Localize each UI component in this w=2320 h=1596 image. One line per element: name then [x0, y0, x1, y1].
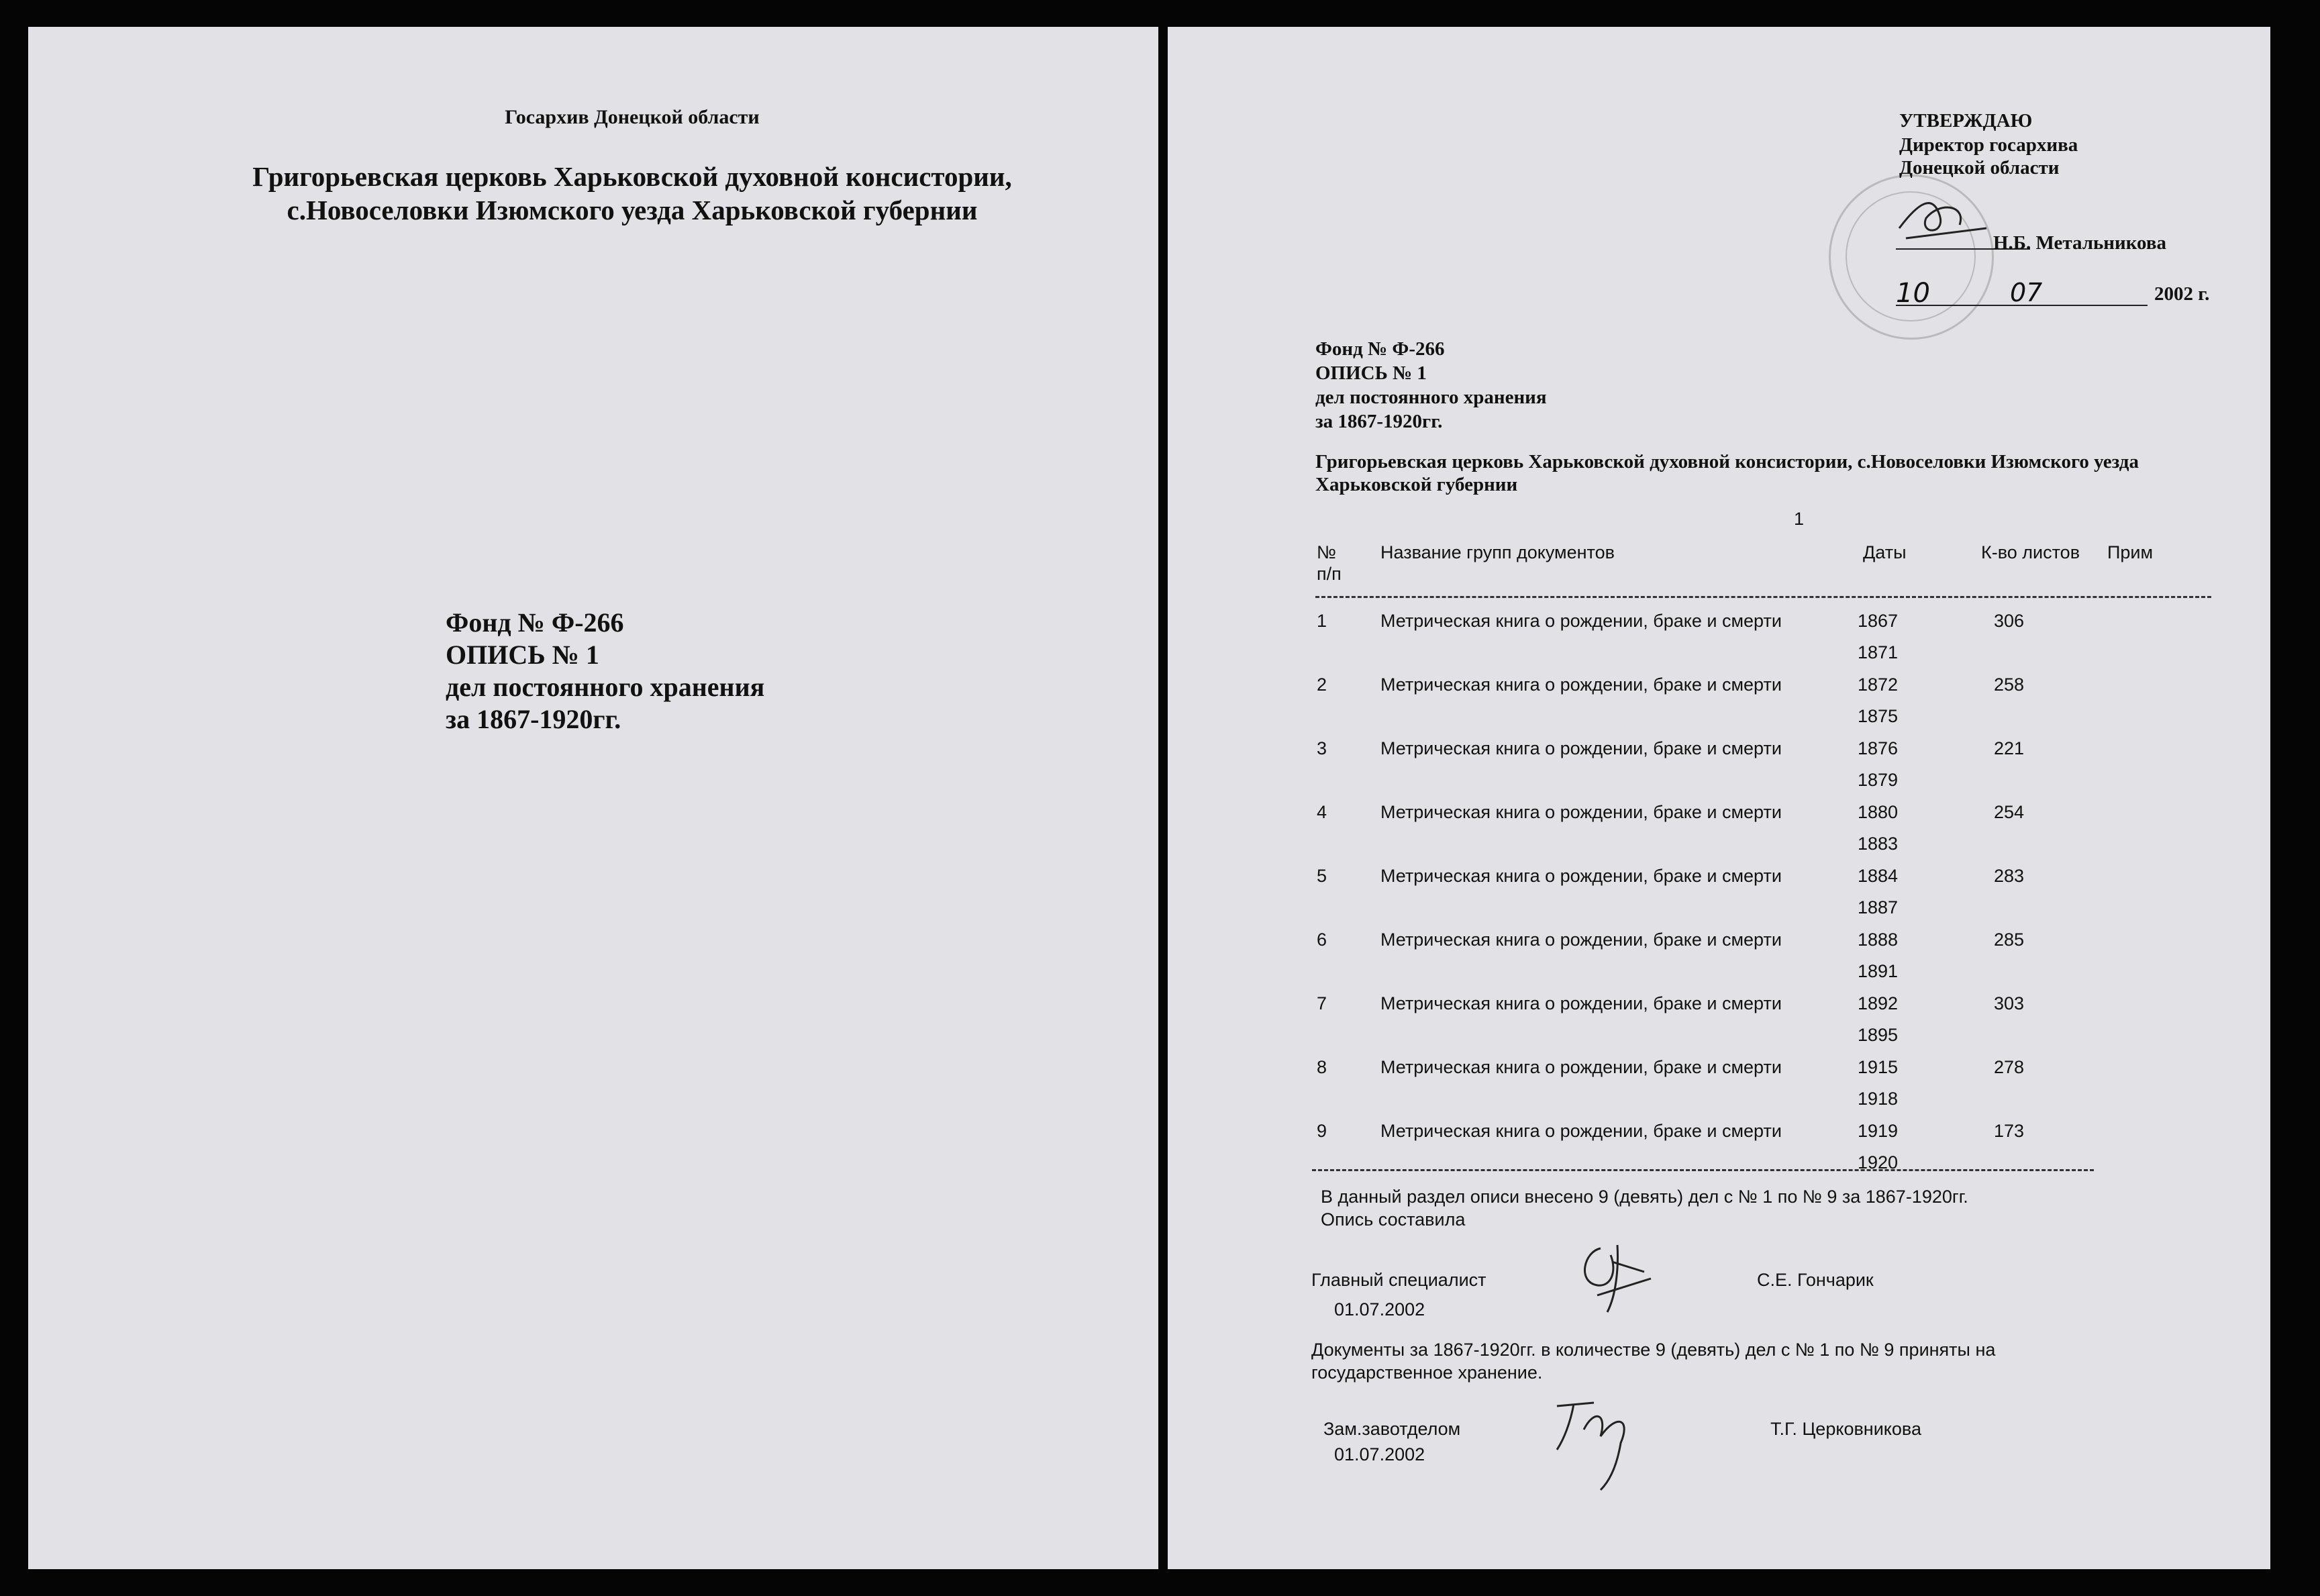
col-no-sub: п/п	[1317, 564, 1342, 584]
row-title: Метрическая книга о рождении, браке и смерти	[1380, 802, 1782, 822]
acceptance-line1: Документы за 1867-1920гг. в количестве 9 (девять) дел с № 1 по № 9 приняты на	[1311, 1340, 1996, 1360]
row-title: Метрическая книга о рождении, браке и смерти	[1380, 1121, 1782, 1141]
acceptor-position: Зам.завотделом	[1323, 1419, 1461, 1439]
church-title-line2: с.Новоселовки Изюмского уезда Харьковской губернии	[287, 195, 978, 226]
row-sheets: 285	[1993, 930, 2024, 950]
approver-name: Н.Б. Метальникова	[1993, 232, 2166, 254]
row-number: 3	[1317, 738, 1327, 758]
church-line2: Харьковской губернии	[1315, 474, 1518, 495]
compiled-label: Опись составила	[1321, 1209, 1466, 1230]
row-sheets: 278	[1993, 1057, 2024, 1077]
row-date-to: 1879	[1858, 770, 1899, 790]
date-line	[1896, 305, 2148, 306]
archive-title: Госархив Донецкой области	[505, 106, 760, 128]
row-date-from: 1919	[1858, 1121, 1899, 1141]
compiler-name: С.Е. Гончарик	[1757, 1270, 1874, 1290]
row-sheets: 254	[1993, 802, 2024, 822]
section-number: 1	[1794, 509, 1805, 529]
storage-type: дел постоянного хранения	[446, 672, 765, 702]
row-title: Метрическая книга о рождении, браке и смерти	[1380, 866, 1782, 886]
row-sheets: 306	[1993, 611, 2024, 631]
row-number: 5	[1317, 866, 1327, 886]
approval-year: 2002 г.	[2154, 283, 2210, 305]
row-sheets: 258	[1993, 675, 2024, 695]
right-page	[1168, 27, 2270, 1569]
row-date-from: 1876	[1858, 738, 1899, 758]
approval-day: 10	[1896, 278, 1930, 309]
approval-position-line1: Директор госархива	[1899, 134, 2078, 156]
acceptor-signature	[1544, 1383, 1651, 1497]
table-bottom-rule	[1312, 1169, 2094, 1171]
row-number: 6	[1317, 930, 1327, 950]
row-number: 8	[1317, 1057, 1327, 1077]
left-page	[28, 27, 1158, 1569]
row-date-from: 1884	[1858, 866, 1899, 886]
row-title: Метрическая книга о рождении, браке и смерти	[1380, 1057, 1782, 1077]
summary-text: В данный раздел описи внесено 9 (девять) дел с № 1 по № 9 за 1867-1920гг.	[1321, 1187, 1968, 1207]
compiler-date: 01.07.2002	[1334, 1299, 1425, 1319]
row-title: Метрическая книга о рождении, браке и смерти	[1380, 611, 1782, 631]
row-title: Метрическая книга о рождении, браке и смерти	[1380, 930, 1782, 950]
row-date-to: 1895	[1858, 1025, 1899, 1045]
row-date-to: 1918	[1858, 1089, 1899, 1109]
period: за 1867-1920гг.	[446, 704, 621, 734]
row-sheets: 303	[1993, 993, 2024, 1013]
approval-title: УТВЕРЖДАЮ	[1899, 110, 2033, 132]
row-date-from: 1915	[1858, 1057, 1899, 1077]
row-date-to: 1920	[1858, 1152, 1899, 1173]
director-signature	[1893, 188, 1993, 255]
church-title	[28, 160, 1236, 227]
col-note: Прим	[2107, 542, 2154, 562]
table-header-rule	[1315, 596, 2211, 598]
row-date-to: 1871	[1858, 642, 1899, 662]
row-date-from: 1880	[1858, 802, 1899, 822]
opis-number: ОПИСЬ № 1	[446, 640, 599, 670]
storage-type: дел постоянного хранения	[1315, 387, 1547, 408]
compiler-position: Главный специалист	[1311, 1270, 1486, 1290]
row-sheets: 283	[1993, 866, 2024, 886]
church-line1: Григорьевская церковь Харьковской духовной консистории, с.Новоселовки Изюмского уезда	[1315, 451, 2139, 472]
acceptor-name: Т.Г. Церковникова	[1770, 1419, 1921, 1439]
row-title: Метрическая книга о рождении, браке и смерти	[1380, 738, 1782, 758]
row-date-to: 1883	[1858, 834, 1899, 854]
row-date-to: 1875	[1858, 706, 1899, 726]
row-title: Метрическая книга о рождении, браке и смерти	[1380, 675, 1782, 695]
period: за 1867-1920гг.	[1315, 411, 1443, 432]
row-number: 1	[1317, 611, 1327, 631]
col-dates: Даты	[1863, 542, 1907, 562]
row-sheets: 173	[1993, 1121, 2024, 1141]
approval-position-line2: Донецкой области	[1899, 157, 2060, 179]
opis-number: ОПИСЬ № 1	[1315, 362, 1427, 384]
row-sheets: 221	[1993, 738, 2024, 758]
acceptor-date: 01.07.2002	[1334, 1444, 1425, 1464]
row-date-from: 1867	[1858, 611, 1899, 631]
compiler-signature	[1570, 1235, 1664, 1322]
row-number: 4	[1317, 802, 1327, 822]
acceptance-line2: государственное хранение.	[1311, 1362, 1543, 1383]
fond-number: Фонд № Ф-266	[1315, 338, 1445, 360]
row-number: 2	[1317, 675, 1327, 695]
church-title-line1: Григорьевская церковь Харьковской духовной консистории,	[252, 161, 1012, 192]
row-number: 7	[1317, 993, 1327, 1013]
row-date-from: 1872	[1858, 675, 1899, 695]
approval-month: 07	[2010, 278, 2043, 307]
row-title: Метрическая книга о рождении, браке и смерти	[1380, 993, 1782, 1013]
col-name: Название групп документов	[1380, 542, 1615, 562]
row-date-to: 1887	[1858, 897, 1899, 917]
row-date-from: 1888	[1858, 930, 1899, 950]
row-date-to: 1891	[1858, 961, 1899, 981]
fond-number: Фонд № Ф-266	[446, 607, 624, 638]
col-no: №	[1317, 542, 1336, 562]
col-sheets: К-во листов	[1981, 542, 2080, 562]
row-date-from: 1892	[1858, 993, 1899, 1013]
row-number: 9	[1317, 1121, 1327, 1141]
